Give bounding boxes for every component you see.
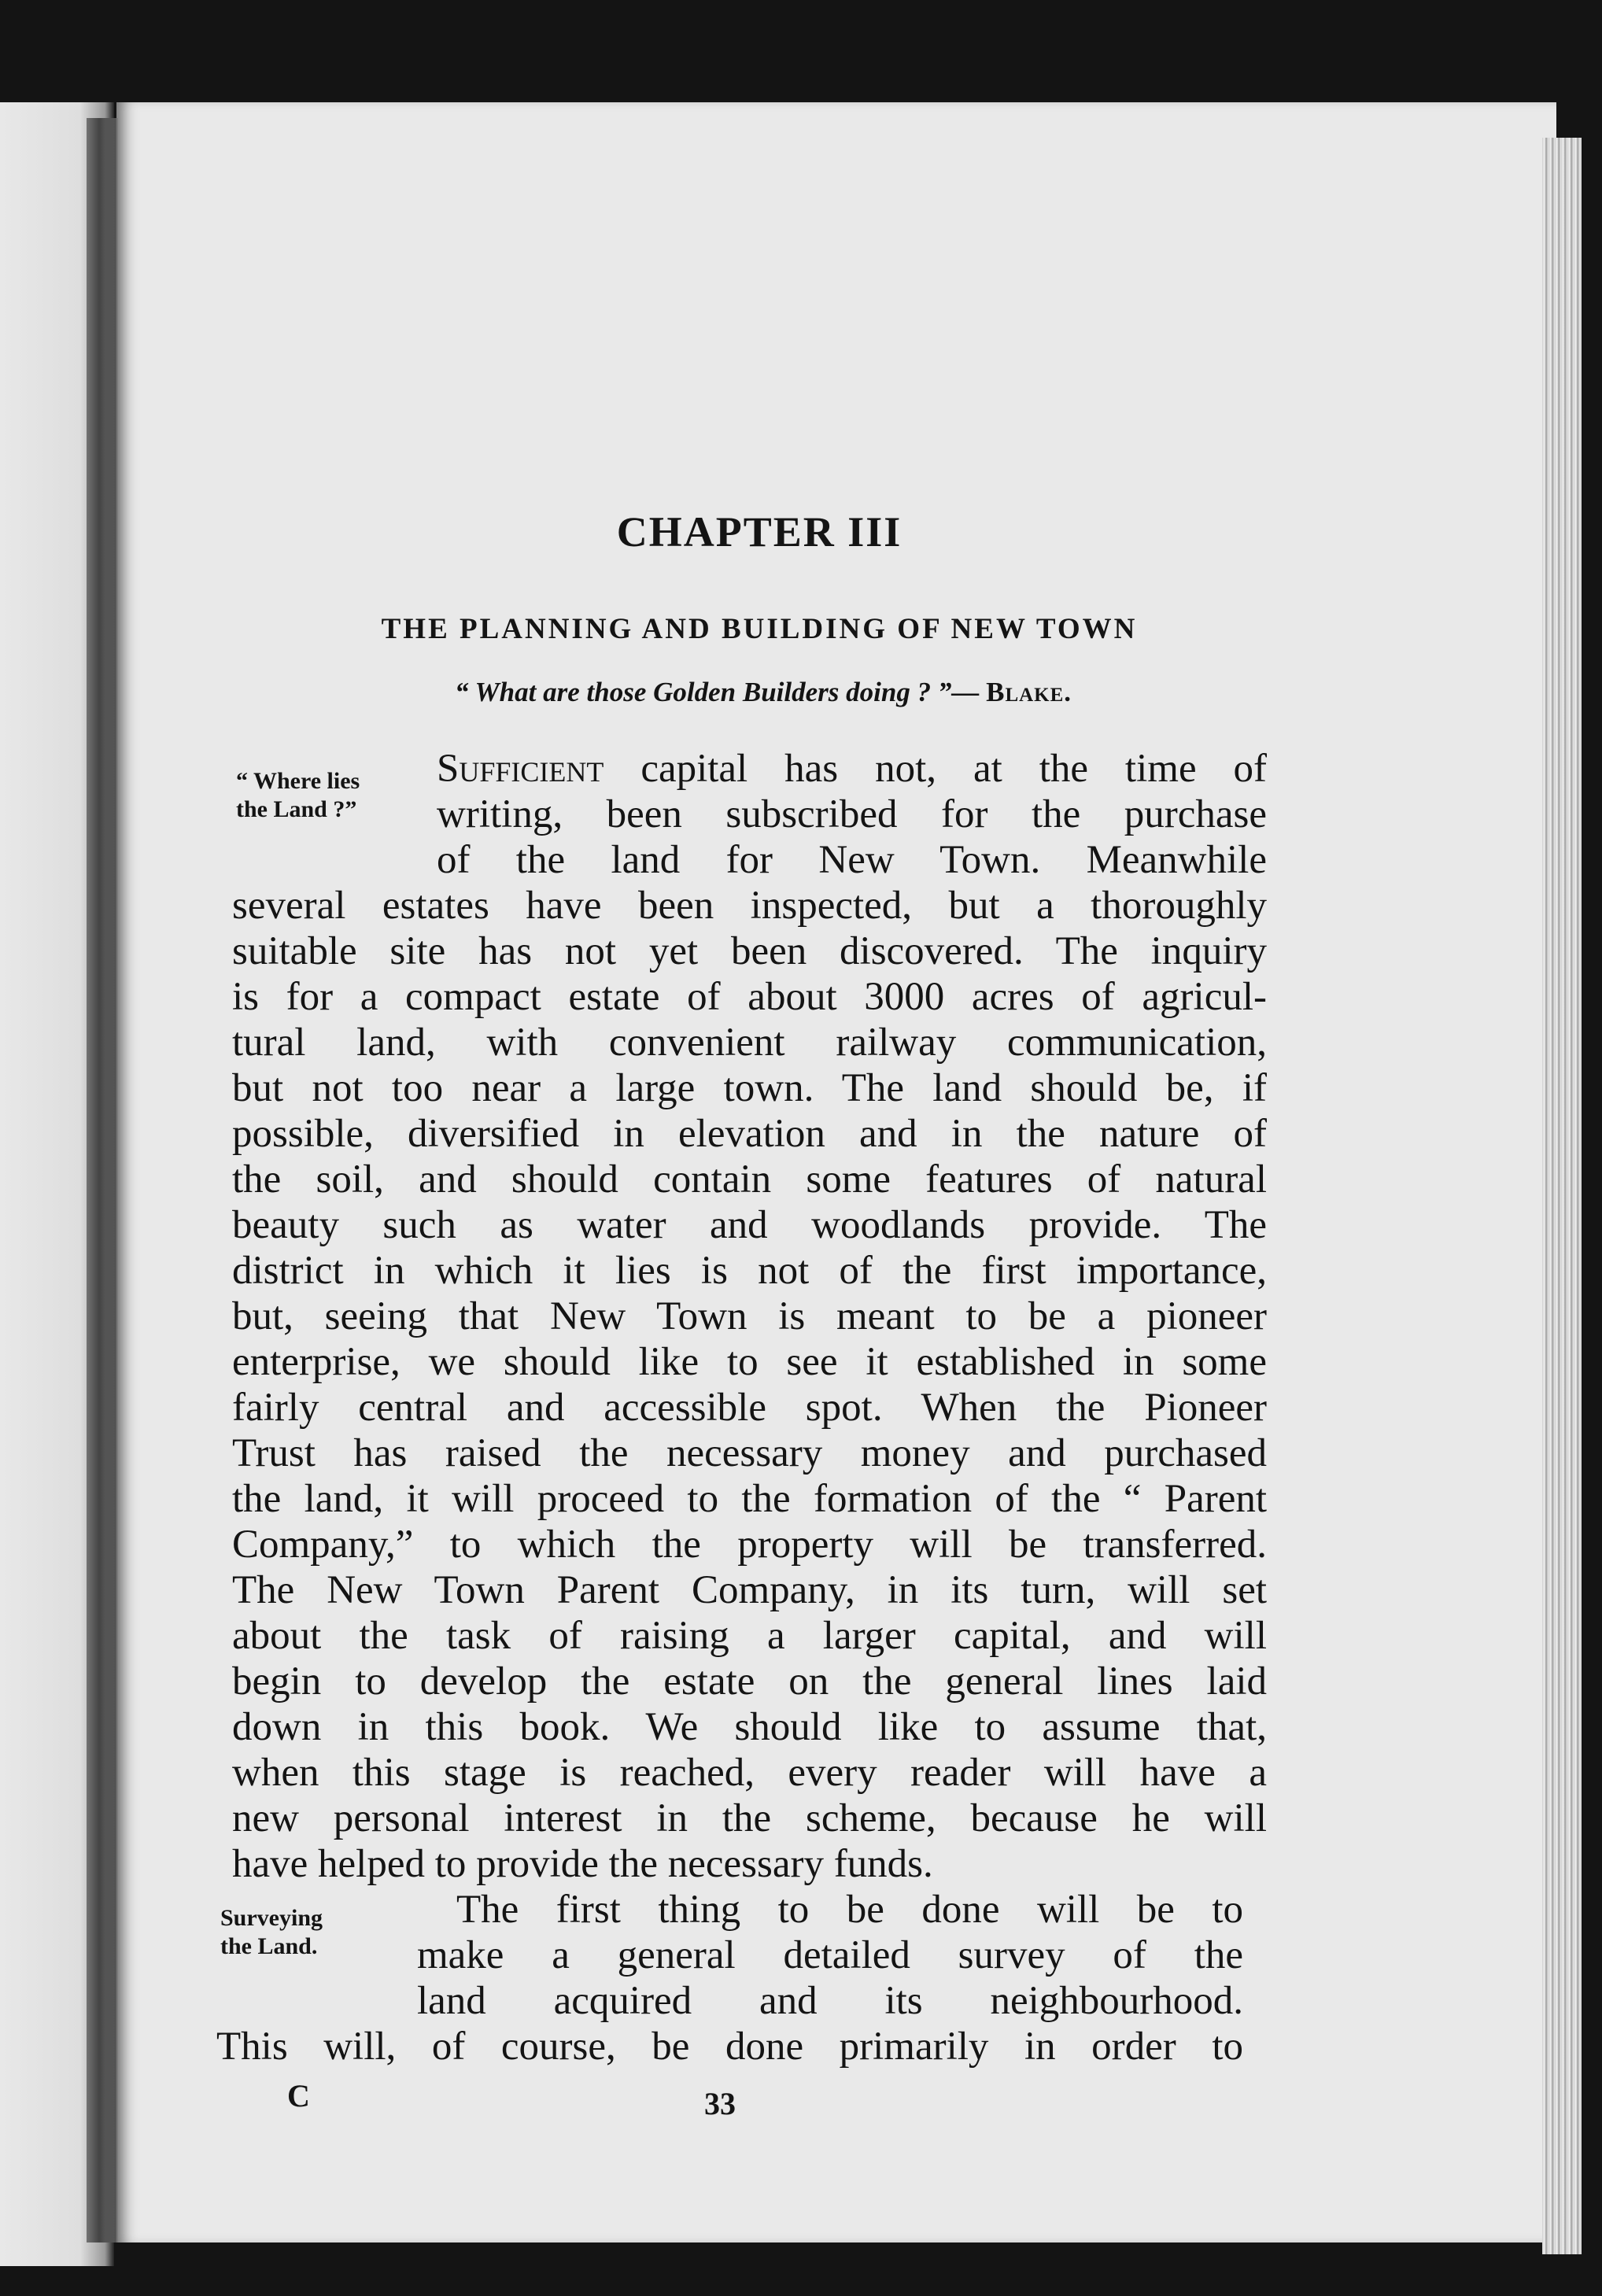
body-line: the soil, and should contain some features of natural bbox=[232, 1157, 1267, 1202]
epigraph-attribution: Blake. bbox=[986, 677, 1072, 707]
body-line bbox=[437, 746, 1267, 792]
signature-mark: C bbox=[287, 2078, 310, 2113]
body-line: enterprise, we should like to see it established in some bbox=[232, 1340, 1267, 1384]
sidenote-line: the Land. bbox=[220, 1933, 318, 1959]
body-line: fairly central and accessible spot. When the Pioneer bbox=[232, 1386, 1267, 1430]
body-line: is for a compact estate of about 3000 acres of agricul- bbox=[232, 975, 1267, 1019]
page-stack-edge bbox=[1542, 138, 1582, 2254]
page-number: 33 bbox=[704, 2086, 736, 2121]
body-line: when this stage is reached, every reader will have a bbox=[232, 1751, 1267, 1795]
body-line: begin to develop the estate on the general lines laid bbox=[232, 1659, 1267, 1704]
body-line: Trust has raised the necessary money and purchased bbox=[232, 1431, 1267, 1475]
sidenote-line: “ Where lies bbox=[236, 768, 360, 794]
body-line: beauty such as water and woodlands provide. The bbox=[232, 1203, 1267, 1247]
body-line: This will, of course, be done primarily in order to bbox=[216, 2025, 1243, 2069]
lead-word: Sufficient bbox=[437, 747, 604, 791]
sidenote-where-lies bbox=[236, 767, 425, 824]
body-line: down in this book. We should like to assume that, bbox=[232, 1705, 1267, 1749]
chapter-title: CHAPTER III bbox=[616, 508, 903, 556]
body-line: make a general detailed survey of the bbox=[417, 1933, 1243, 1977]
body-line: The New Town Parent Company, in its turn, will set bbox=[232, 1568, 1267, 1612]
body-line: have helped to provide the necessary funds. bbox=[232, 1842, 933, 1886]
body-line: land acquired and its neighbourhood. bbox=[417, 1979, 1243, 2023]
body-line: of the land for New Town. Meanwhile bbox=[437, 838, 1267, 882]
chapter-subtitle: THE PLANNING AND BUILDING OF NEW TOWN bbox=[381, 613, 1138, 645]
sidenote-line: the Land ?” bbox=[236, 796, 357, 822]
body-line: district in which it lies is not of the first importance, bbox=[232, 1249, 1267, 1293]
body-line: The first thing to be done will be to bbox=[456, 1888, 1243, 1932]
body-line: but, seeing that New Town is meant to be a pioneer bbox=[232, 1294, 1267, 1338]
body-line: but not too near a large town. The land should be, if bbox=[232, 1066, 1267, 1110]
body-line: several estates have been inspected, but a thoroughly bbox=[232, 884, 1267, 928]
epigraph-quote: “ What are those Golden Builders doing ? ”— bbox=[454, 677, 980, 707]
body-line: tural land, with convenient railway communication, bbox=[232, 1021, 1267, 1065]
sidenote-line: Surveying bbox=[220, 1905, 323, 1931]
line-text: capital has not, at the time of bbox=[604, 747, 1267, 791]
body-line: the land, it will proceed to the formation of the “ Parent bbox=[232, 1477, 1267, 1521]
book-gutter bbox=[87, 118, 118, 2242]
body-line: new personal interest in the scheme, because he will bbox=[232, 1796, 1267, 1840]
body-line: about the task of raising a larger capital, and will bbox=[232, 1614, 1267, 1658]
body-line: suitable site has not yet been discovered. The inquiry bbox=[232, 929, 1267, 973]
epigraph bbox=[0, 677, 1526, 708]
body-line: writing, been subscribed for the purchase bbox=[437, 792, 1267, 836]
body-line: possible, diversified in elevation and in the nature of bbox=[232, 1112, 1267, 1156]
body-line: Company,” to which the property will be transferred. bbox=[232, 1523, 1267, 1567]
sidenote-surveying bbox=[220, 1904, 393, 1961]
